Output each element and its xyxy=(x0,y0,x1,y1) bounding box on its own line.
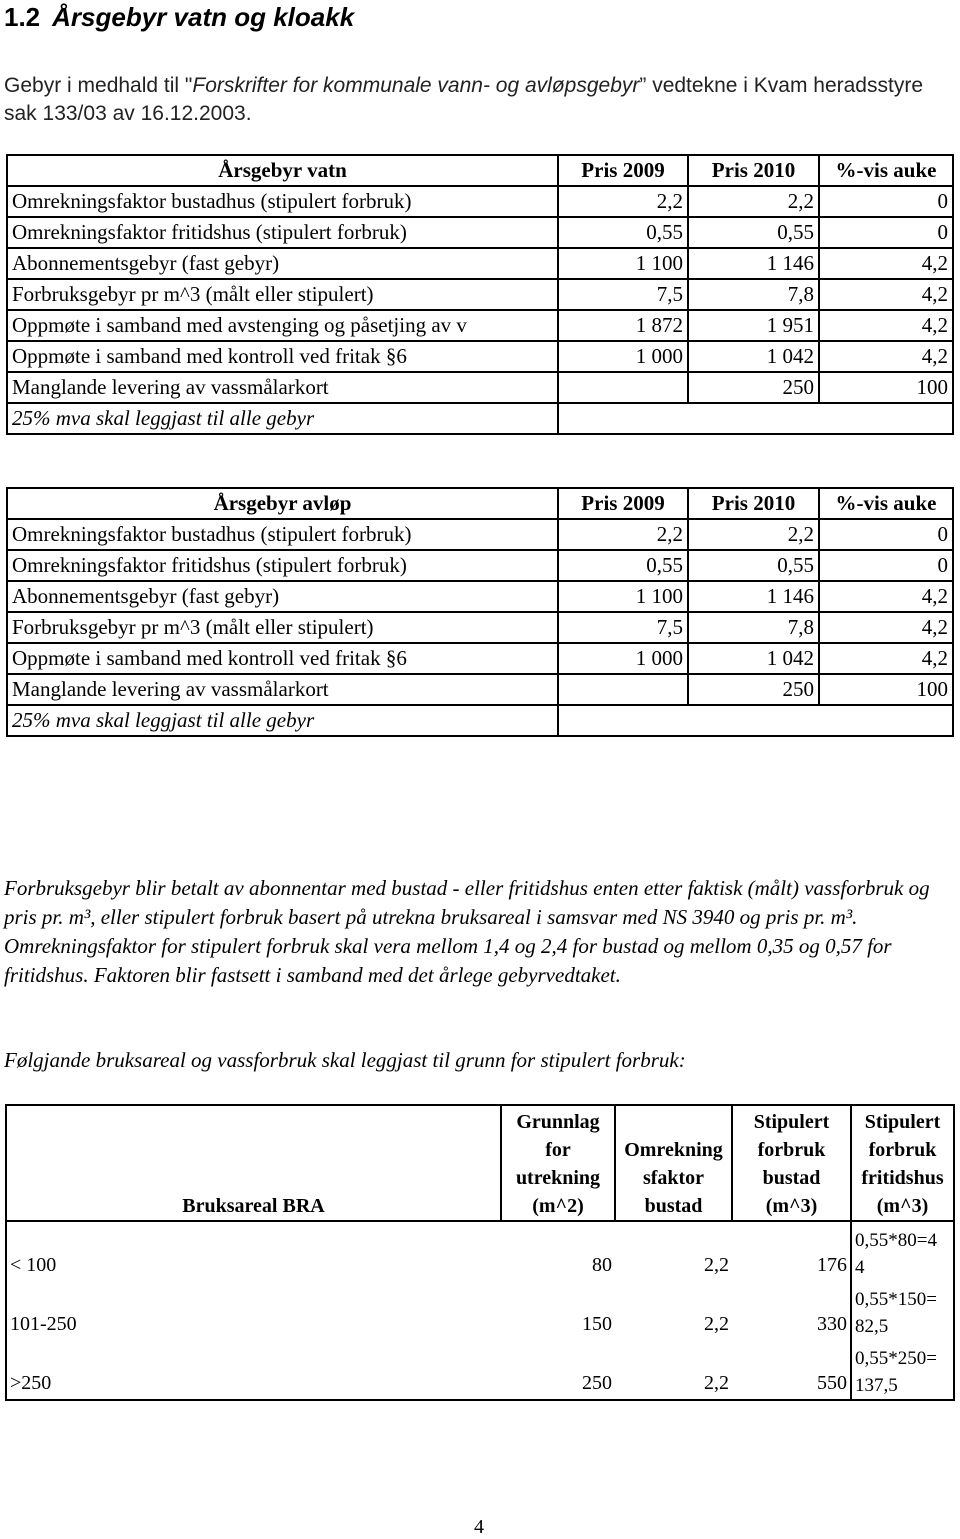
fee-label: Oppmøte i samband med kontroll ved fritak §6 xyxy=(7,643,558,674)
fee-label: Manglande levering av vassmålarkort xyxy=(7,674,558,705)
table-row xyxy=(7,674,953,705)
price-2010: 2,2 xyxy=(688,186,819,217)
area-table-lead: Følgjande bruksareal og vassforbruk skal leggjast til grunn for stipulert forbruk: xyxy=(4,1048,686,1072)
fee-label: Omrekningsfaktor bustadhus (stipulert forbruk) xyxy=(7,186,558,217)
price-2010: 1 951 xyxy=(688,310,819,341)
table-row xyxy=(7,341,953,372)
explanation-paragraph xyxy=(4,874,959,990)
table-row xyxy=(6,1221,954,1281)
fee-label: Omrekningsfaktor bustadhus (stipulert forbruk) xyxy=(7,519,558,550)
percent-increase: 4,2 xyxy=(819,341,953,372)
price-2009 xyxy=(558,372,688,403)
table-header-row xyxy=(7,488,953,519)
header-cell: Pris 2010 xyxy=(688,488,819,519)
percent-increase: 4,2 xyxy=(819,310,953,341)
header-cell: Pris 2009 xyxy=(558,155,688,186)
header-cell: %-vis auke xyxy=(819,488,953,519)
header-cell: Årsgebyr avløp xyxy=(7,488,558,519)
table-note-row xyxy=(7,403,953,434)
percent-increase: 0 xyxy=(819,217,953,248)
table-row xyxy=(7,372,953,403)
area-range: < 100 xyxy=(6,1221,501,1281)
percent-increase: 0 xyxy=(819,550,953,581)
price-2009: 2,2 xyxy=(558,519,688,550)
percent-increase: 4,2 xyxy=(819,279,953,310)
consumption-residence: 330 xyxy=(817,1313,847,1335)
price-2009: 0,55 xyxy=(558,217,688,248)
basis-area: 80 xyxy=(592,1254,612,1276)
table-row xyxy=(7,643,953,674)
price-2009: 1 100 xyxy=(558,248,688,279)
table-row xyxy=(7,310,953,341)
table-row xyxy=(7,217,953,248)
table-header-row xyxy=(7,155,953,186)
vat-note: 25% mva skal leggjast til alle gebyr xyxy=(7,403,558,434)
page-number: 4 xyxy=(474,1516,484,1538)
sewer-fee-table xyxy=(6,487,954,737)
fee-label: Manglande levering av vassmålarkort xyxy=(7,372,558,403)
price-2009: 1 000 xyxy=(558,341,688,372)
area-range: >250 xyxy=(6,1340,501,1400)
table-row xyxy=(7,279,953,310)
header-cell: Bruksareal BRA xyxy=(6,1105,501,1221)
price-2009 xyxy=(558,674,688,705)
table-row xyxy=(7,519,953,550)
table-row xyxy=(7,186,953,217)
empty-cell xyxy=(558,403,953,434)
price-2010: 1 042 xyxy=(688,643,819,674)
header-cell: %-vis auke xyxy=(819,155,953,186)
vat-note: 25% mva skal leggjast til alle gebyr xyxy=(7,705,558,736)
price-2010: 1 146 xyxy=(688,248,819,279)
intro-text xyxy=(4,72,954,128)
table-note-row xyxy=(7,705,953,736)
water-fee-table xyxy=(6,154,954,435)
header-cell: Stipulert forbruk fritidshus (m^3) xyxy=(851,1105,954,1221)
price-2010: 250 xyxy=(688,372,819,403)
price-2010: 1 042 xyxy=(688,341,819,372)
conversion-factor: 2,2 xyxy=(704,1313,729,1335)
paragraph-2: Omrekningsfaktor for stipulert forbruk skal vera mellom 1,4 og 2,4 for bustad og mellom 0,35 og 0,57 for fritidshus. Faktoren blir fastsett i samband med det årlege gebyrvedtaket. xyxy=(4,934,892,987)
basis-area: 250 xyxy=(501,1340,615,1400)
header-cell: Omrekning sfaktor bustad xyxy=(615,1105,732,1221)
fee-label: Omrekningsfaktor fritidshus (stipulert forbruk) xyxy=(7,217,558,248)
table-row xyxy=(6,1281,954,1340)
price-2010: 2,2 xyxy=(688,519,819,550)
table-row xyxy=(7,612,953,643)
consumption-holiday-home: 0,55*250= 137,5 xyxy=(851,1340,954,1400)
percent-increase: 4,2 xyxy=(819,612,953,643)
conversion-factor: 2,2 xyxy=(704,1254,729,1276)
consumption-residence: 550 xyxy=(732,1340,851,1400)
percent-increase: 4,2 xyxy=(819,248,953,279)
percent-increase: 4,2 xyxy=(819,643,953,674)
price-2009: 2,2 xyxy=(558,186,688,217)
fee-label: Forbruksgebyr pr m^3 (målt eller stipulert) xyxy=(7,612,558,643)
percent-increase: 100 xyxy=(819,674,953,705)
section-title: Årsgebyr vatn og kloakk xyxy=(52,2,355,32)
percent-increase: 4,2 xyxy=(819,581,953,612)
percent-increase: 100 xyxy=(819,372,953,403)
price-2010: 0,55 xyxy=(688,217,819,248)
table-row xyxy=(7,581,953,612)
intro-part1: Gebyr i medhald til " xyxy=(4,74,193,97)
basis-area: 150 xyxy=(582,1313,612,1335)
paragraph-1: Forbruksgebyr blir betalt av abonnentar med bustad - eller fritidshus enten etter faktisk (målt) vassforbruk og pris pr. m³, eller stipulert forbruk basert på utrekna bruksareal i samsvar med NS 3940 og pris pr. m³. xyxy=(4,876,930,929)
header-cell: Pris 2009 xyxy=(558,488,688,519)
price-2010: 7,8 xyxy=(688,279,819,310)
price-2009: 7,5 xyxy=(558,279,688,310)
empty-cell xyxy=(558,705,953,736)
fee-label: Forbruksgebyr pr m^3 (målt eller stipulert) xyxy=(7,279,558,310)
header-cell: Pris 2010 xyxy=(688,155,819,186)
table-header-row xyxy=(6,1105,954,1221)
consumption-residence: 176 xyxy=(817,1254,847,1276)
table-row xyxy=(7,550,953,581)
price-2009: 1 872 xyxy=(558,310,688,341)
price-2010: 1 146 xyxy=(688,581,819,612)
fee-label: Oppmøte i samband med kontroll ved fritak §6 xyxy=(7,341,558,372)
conversion-factor: 2,2 xyxy=(615,1340,732,1400)
price-2010: 250 xyxy=(688,674,819,705)
header-cell: Stipulert forbruk bustad (m^3) xyxy=(732,1105,851,1221)
percent-increase: 0 xyxy=(819,186,953,217)
percent-increase: 0 xyxy=(819,519,953,550)
section-number: 1.2 xyxy=(4,2,41,32)
price-2009: 1 000 xyxy=(558,643,688,674)
fee-label: Abonnementsgebyr (fast gebyr) xyxy=(7,248,558,279)
fee-label: Abonnementsgebyr (fast gebyr) xyxy=(7,581,558,612)
table-row xyxy=(6,1340,954,1400)
consumption-holiday-home: 0,55*150= 82,5 xyxy=(851,1281,954,1340)
price-2009: 7,5 xyxy=(558,612,688,643)
fee-label: Oppmøte i samband med avstenging og påsetjing av v xyxy=(7,310,558,341)
intro-part2: ” vedtekne i Kvam heradsstyre sak 133/03 av 16.12.2003. xyxy=(4,74,923,125)
consumption-holiday-home: 0,55*80=4 4 xyxy=(851,1221,954,1281)
header-cell: Årsgebyr vatn xyxy=(7,155,558,186)
price-2010: 7,8 xyxy=(688,612,819,643)
price-2010: 0,55 xyxy=(688,550,819,581)
area-consumption-table xyxy=(5,1104,955,1401)
table-row xyxy=(7,248,953,279)
area-range: 101-250 xyxy=(6,1281,501,1340)
header-cell: Grunnlag for utrekning (m^2) xyxy=(501,1105,615,1221)
price-2009: 0,55 xyxy=(558,550,688,581)
section-heading xyxy=(4,2,354,33)
price-2009: 1 100 xyxy=(558,581,688,612)
fee-label: Omrekningsfaktor fritidshus (stipulert forbruk) xyxy=(7,550,558,581)
intro-regulation-title: Forskrifter for kommunale vann- og avløpsgebyr xyxy=(192,74,640,97)
